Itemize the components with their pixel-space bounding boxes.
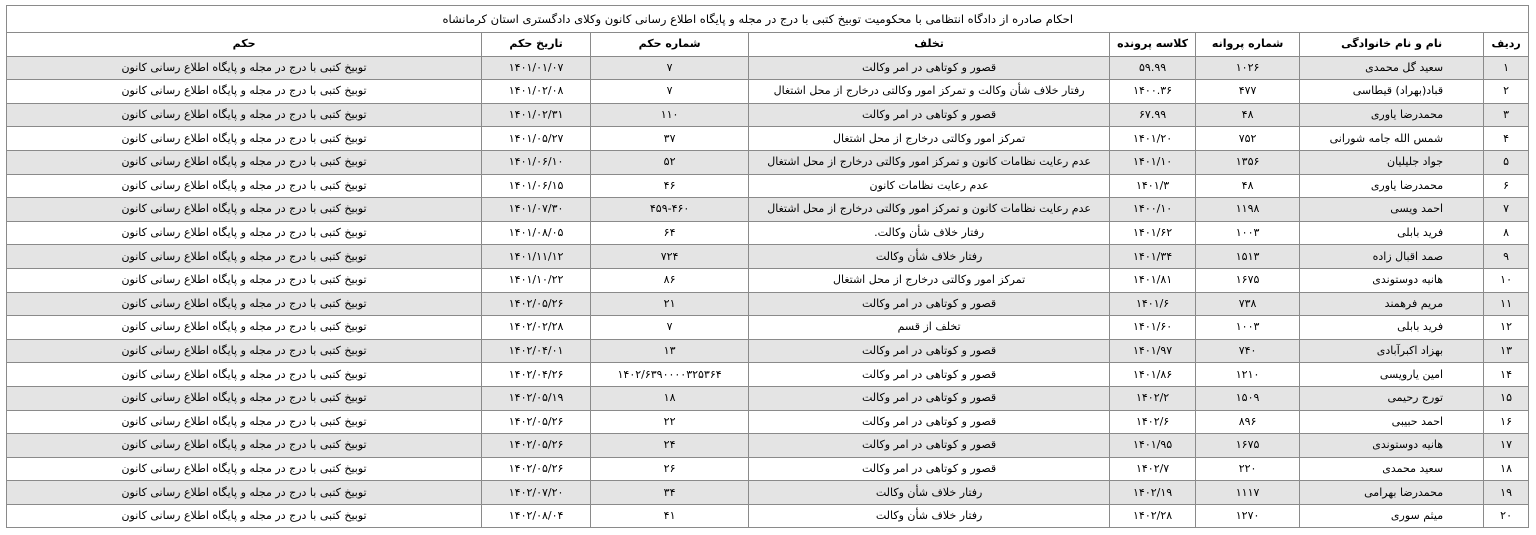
cell-ruling-date: ۱۴۰۲/۰۸/۰۴ xyxy=(482,504,591,528)
cell-full-name: محمدرضا یاوری xyxy=(1300,174,1484,198)
cell-violation: عدم رعایت نظامات کانون xyxy=(749,174,1110,198)
cell-case-number: ۱۴۰۱/۸۶ xyxy=(1110,363,1196,387)
cell-row-number: ۷ xyxy=(1484,198,1529,222)
cell-violation: قصور و کوتاهی در امر وکالت xyxy=(749,386,1110,410)
cell-license-number: ۱۵۱۳ xyxy=(1196,245,1300,269)
cell-ruling: توبیخ کتبی با درج در مجله و پایگاه اطلاع رسانی کانون xyxy=(7,150,482,174)
cell-ruling: توبیخ کتبی با درج در مجله و پایگاه اطلاع رسانی کانون xyxy=(7,80,482,104)
cell-violation: قصور و کوتاهی در امر وکالت xyxy=(749,434,1110,458)
cell-ruling-number: ۴۵۹-۴۶۰ xyxy=(591,198,749,222)
cell-ruling-number: ۱۸ xyxy=(591,386,749,410)
table-body xyxy=(7,56,1529,528)
cell-ruling: توبیخ کتبی با درج در مجله و پایگاه اطلاع رسانی کانون xyxy=(7,457,482,481)
cell-case-number: ۱۴۰۲/۱۹ xyxy=(1110,481,1196,505)
header-case-number: کلاسه پرونده xyxy=(1110,33,1196,57)
table-row xyxy=(7,363,1529,387)
cell-violation: رفتار خلاف شأن وکالت. xyxy=(749,221,1110,245)
cell-case-number: ۱۴۰۱/۱۰ xyxy=(1110,150,1196,174)
cell-full-name: هانیه دوستوندی xyxy=(1300,434,1484,458)
cell-full-name: محمدرضا یاوری xyxy=(1300,103,1484,127)
cell-license-number: ۱۲۱۰ xyxy=(1196,363,1300,387)
table-row xyxy=(7,198,1529,222)
cell-ruling-number: ۱۳ xyxy=(591,339,749,363)
table-row xyxy=(7,316,1529,340)
cell-license-number: ۷۳۸ xyxy=(1196,292,1300,316)
cell-row-number: ۸ xyxy=(1484,221,1529,245)
cell-row-number: ۲۰ xyxy=(1484,504,1529,528)
cell-ruling-date: ۱۴۰۱/۰۲/۰۸ xyxy=(482,80,591,104)
cell-ruling-number: ۸۶ xyxy=(591,268,749,292)
cell-ruling-number: ۷ xyxy=(591,80,749,104)
cell-license-number: ۱۰۲۶ xyxy=(1196,56,1300,80)
cell-ruling: توبیخ کتبی با درج در مجله و پایگاه اطلاع رسانی کانون xyxy=(7,268,482,292)
cell-ruling-date: ۱۴۰۱/۰۱/۰۷ xyxy=(482,56,591,80)
cell-case-number: ۱۴۰۲/۶ xyxy=(1110,410,1196,434)
cell-ruling: توبیخ کتبی با درج در مجله و پایگاه اطلاع رسانی کانون xyxy=(7,363,482,387)
cell-full-name: قباد(بهراد) قیطاسی xyxy=(1300,80,1484,104)
cell-case-number: ۵۹.۹۹ xyxy=(1110,56,1196,80)
cell-case-number: ۱۴۰۰/۱۰ xyxy=(1110,198,1196,222)
cell-full-name: امین یارویسی xyxy=(1300,363,1484,387)
cell-violation: قصور و کوتاهی در امر وکالت xyxy=(749,103,1110,127)
cell-ruling: توبیخ کتبی با درج در مجله و پایگاه اطلاع رسانی کانون xyxy=(7,481,482,505)
table-row xyxy=(7,127,1529,151)
cell-violation: رفتار خلاف شأن وکالت xyxy=(749,245,1110,269)
cell-full-name: جواد جلیلیان xyxy=(1300,150,1484,174)
cell-full-name: صمد اقبال زاده xyxy=(1300,245,1484,269)
table-row xyxy=(7,504,1529,528)
cell-violation: قصور و کوتاهی در امر وکالت xyxy=(749,363,1110,387)
cell-ruling: توبیخ کتبی با درج در مجله و پایگاه اطلاع رسانی کانون xyxy=(7,410,482,434)
cell-case-number: ۶۷.۹۹ xyxy=(1110,103,1196,127)
cell-license-number: ۷۵۲ xyxy=(1196,127,1300,151)
cell-full-name: فرید بابلی xyxy=(1300,316,1484,340)
cell-ruling-date: ۱۴۰۲/۰۴/۰۱ xyxy=(482,339,591,363)
cell-full-name: سعید گل محمدی xyxy=(1300,56,1484,80)
cell-row-number: ۲ xyxy=(1484,80,1529,104)
rulings-table xyxy=(6,5,1529,528)
cell-ruling-date: ۱۴۰۲/۰۷/۲۰ xyxy=(482,481,591,505)
cell-full-name: بهزاد اکبرآبادی xyxy=(1300,339,1484,363)
cell-case-number: ۱۴۰۲/۷ xyxy=(1110,457,1196,481)
cell-violation: قصور و کوتاهی در امر وکالت xyxy=(749,339,1110,363)
cell-violation: تمرکز امور وکالتی درخارج از محل اشتغال xyxy=(749,127,1110,151)
cell-row-number: ۶ xyxy=(1484,174,1529,198)
cell-row-number: ۱۲ xyxy=(1484,316,1529,340)
cell-license-number: ۱۱۹۸ xyxy=(1196,198,1300,222)
cell-ruling-date: ۱۴۰۱/۱۰/۲۲ xyxy=(482,268,591,292)
cell-case-number: ۱۴۰۲/۲ xyxy=(1110,386,1196,410)
table-row xyxy=(7,268,1529,292)
table-row xyxy=(7,339,1529,363)
cell-ruling-number: ۳۴ xyxy=(591,481,749,505)
cell-row-number: ۱۴ xyxy=(1484,363,1529,387)
cell-case-number: ۱۴۰۱/۸۱ xyxy=(1110,268,1196,292)
cell-case-number: ۱۴۰۱/۶۲ xyxy=(1110,221,1196,245)
cell-case-number: ۱۴۰۱/۹۷ xyxy=(1110,339,1196,363)
table-row xyxy=(7,150,1529,174)
cell-violation: عدم رعایت نظامات کانون و تمرکز امور وکالتی درخارج از محل اشتغال xyxy=(749,150,1110,174)
cell-case-number: ۱۴۰۱/۳۴ xyxy=(1110,245,1196,269)
cell-full-name: میثم سوری xyxy=(1300,504,1484,528)
cell-ruling: توبیخ کتبی با درج در مجله و پایگاه اطلاع رسانی کانون xyxy=(7,245,482,269)
cell-license-number: ۴۷۷ xyxy=(1196,80,1300,104)
cell-row-number: ۱ xyxy=(1484,56,1529,80)
cell-case-number: ۱۴۰۱/۶۰ xyxy=(1110,316,1196,340)
cell-ruling-number: ۷۲۴ xyxy=(591,245,749,269)
cell-license-number: ۱۶۷۵ xyxy=(1196,268,1300,292)
header-ruling-number: شماره حکم xyxy=(591,33,749,57)
cell-ruling-number: ۲۶ xyxy=(591,457,749,481)
cell-ruling-number: ۷ xyxy=(591,316,749,340)
cell-ruling-date: ۱۴۰۱/۱۱/۱۲ xyxy=(482,245,591,269)
cell-ruling-number: ۱۱۰ xyxy=(591,103,749,127)
cell-ruling: توبیخ کتبی با درج در مجله و پایگاه اطلاع رسانی کانون xyxy=(7,434,482,458)
table-row xyxy=(7,103,1529,127)
cell-ruling-number: ۲۴ xyxy=(591,434,749,458)
table-row xyxy=(7,245,1529,269)
table-row xyxy=(7,410,1529,434)
header-violation: تخلف xyxy=(749,33,1110,57)
table-row xyxy=(7,292,1529,316)
cell-row-number: ۴ xyxy=(1484,127,1529,151)
header-row-number: ردیف xyxy=(1484,33,1529,57)
cell-license-number: ۷۴۰ xyxy=(1196,339,1300,363)
cell-ruling: توبیخ کتبی با درج در مجله و پایگاه اطلاع رسانی کانون xyxy=(7,316,482,340)
cell-ruling-date: ۱۴۰۲/۰۵/۲۶ xyxy=(482,434,591,458)
cell-license-number: ۲۲۰ xyxy=(1196,457,1300,481)
cell-ruling-number: ۲۱ xyxy=(591,292,749,316)
cell-case-number: ۱۴۰۰.۳۶ xyxy=(1110,80,1196,104)
cell-license-number: ۱۰۰۳ xyxy=(1196,316,1300,340)
cell-ruling-date: ۱۴۰۲/۰۵/۲۶ xyxy=(482,457,591,481)
cell-row-number: ۱۰ xyxy=(1484,268,1529,292)
table-row xyxy=(7,457,1529,481)
cell-ruling: توبیخ کتبی با درج در مجله و پایگاه اطلاع رسانی کانون xyxy=(7,292,482,316)
cell-full-name: تورج رحیمی xyxy=(1300,386,1484,410)
cell-ruling-date: ۱۴۰۱/۰۵/۲۷ xyxy=(482,127,591,151)
cell-ruling-number: ۲۲ xyxy=(591,410,749,434)
cell-row-number: ۱۸ xyxy=(1484,457,1529,481)
cell-full-name: سعید محمدی xyxy=(1300,457,1484,481)
cell-ruling-number: ۴۱ xyxy=(591,504,749,528)
cell-row-number: ۵ xyxy=(1484,150,1529,174)
cell-ruling: توبیخ کتبی با درج در مجله و پایگاه اطلاع رسانی کانون xyxy=(7,504,482,528)
cell-violation: قصور و کوتاهی در امر وکالت xyxy=(749,56,1110,80)
cell-license-number: ۴۸ xyxy=(1196,103,1300,127)
cell-violation: قصور و کوتاهی در امر وکالت xyxy=(749,457,1110,481)
table-row xyxy=(7,434,1529,458)
cell-case-number: ۱۴۰۱/۹۵ xyxy=(1110,434,1196,458)
cell-case-number: ۱۴۰۱/۶ xyxy=(1110,292,1196,316)
cell-violation: تخلف از قسم xyxy=(749,316,1110,340)
cell-violation: رفتار خلاف شأن وکالت xyxy=(749,504,1110,528)
cell-row-number: ۱۶ xyxy=(1484,410,1529,434)
table-row xyxy=(7,481,1529,505)
cell-row-number: ۱۱ xyxy=(1484,292,1529,316)
header-ruling-date: تاریخ حکم xyxy=(482,33,591,57)
cell-ruling-number: ۴۶ xyxy=(591,174,749,198)
cell-row-number: ۱۵ xyxy=(1484,386,1529,410)
cell-full-name: مریم فرهمند xyxy=(1300,292,1484,316)
cell-license-number: ۴۸ xyxy=(1196,174,1300,198)
cell-ruling-date: ۱۴۰۱/۰۸/۰۵ xyxy=(482,221,591,245)
cell-violation: تمرکز امور وکالتی درخارج از محل اشتغال xyxy=(749,268,1110,292)
cell-license-number: ۱۶۷۵ xyxy=(1196,434,1300,458)
cell-row-number: ۳ xyxy=(1484,103,1529,127)
cell-ruling-date: ۱۴۰۲/۰۵/۲۶ xyxy=(482,410,591,434)
cell-license-number: ۱۱۱۷ xyxy=(1196,481,1300,505)
table-row xyxy=(7,386,1529,410)
cell-ruling-date: ۱۴۰۱/۰۶/۱۰ xyxy=(482,150,591,174)
cell-ruling-number: ۵۲ xyxy=(591,150,749,174)
cell-violation: رفتار خلاف شأن وکالت xyxy=(749,481,1110,505)
header-license-number: شماره پروانه xyxy=(1196,33,1300,57)
cell-ruling-date: ۱۴۰۲/۰۵/۱۹ xyxy=(482,386,591,410)
cell-ruling-date: ۱۴۰۲/۰۴/۲۶ xyxy=(482,363,591,387)
cell-full-name: فرید بابلی xyxy=(1300,221,1484,245)
cell-violation: قصور و کوتاهی در امر وکالت xyxy=(749,410,1110,434)
cell-case-number: ۱۴۰۱/۲۰ xyxy=(1110,127,1196,151)
cell-ruling-date: ۱۴۰۱/۰۶/۱۵ xyxy=(482,174,591,198)
cell-ruling: توبیخ کتبی با درج در مجله و پایگاه اطلاع رسانی کانون xyxy=(7,174,482,198)
cell-ruling: توبیخ کتبی با درج در مجله و پایگاه اطلاع رسانی کانون xyxy=(7,386,482,410)
document-table-container xyxy=(6,5,1528,528)
cell-full-name: محمدرضا بهرامی xyxy=(1300,481,1484,505)
cell-row-number: ۱۳ xyxy=(1484,339,1529,363)
cell-license-number: ۸۹۶ xyxy=(1196,410,1300,434)
cell-violation: قصور و کوتاهی در امر وکالت xyxy=(749,292,1110,316)
cell-full-name: احمد حبیبی xyxy=(1300,410,1484,434)
table-row xyxy=(7,174,1529,198)
cell-ruling-date: ۱۴۰۲/۰۵/۲۶ xyxy=(482,292,591,316)
cell-ruling-number: ۳۷ xyxy=(591,127,749,151)
cell-license-number: ۱۳۵۶ xyxy=(1196,150,1300,174)
table-row xyxy=(7,56,1529,80)
cell-ruling: توبیخ کتبی با درج در مجله و پایگاه اطلاع رسانی کانون xyxy=(7,127,482,151)
header-full-name: نام و نام خانوادگی xyxy=(1300,33,1484,57)
cell-full-name: احمد ویسی xyxy=(1300,198,1484,222)
cell-ruling: توبیخ کتبی با درج در مجله و پایگاه اطلاع رسانی کانون xyxy=(7,103,482,127)
cell-violation: رفتار خلاف شأن وکالت و تمرکز امور وکالتی درخارج از محل اشتغال xyxy=(749,80,1110,104)
cell-ruling-number: ۱۴۰۲/۶۳۹۰۰۰۰۳۲۵۳۶۴ xyxy=(591,363,749,387)
cell-license-number: ۱۰۰۳ xyxy=(1196,221,1300,245)
cell-case-number: ۱۴۰۲/۲۸ xyxy=(1110,504,1196,528)
cell-ruling: توبیخ کتبی با درج در مجله و پایگاه اطلاع رسانی کانون xyxy=(7,198,482,222)
cell-ruling-number: ۷ xyxy=(591,56,749,80)
cell-ruling-date: ۱۴۰۱/۰۲/۳۱ xyxy=(482,103,591,127)
cell-ruling: توبیخ کتبی با درج در مجله و پایگاه اطلاع رسانی کانون xyxy=(7,339,482,363)
cell-row-number: ۹ xyxy=(1484,245,1529,269)
cell-row-number: ۱۷ xyxy=(1484,434,1529,458)
cell-full-name: شمس الله جامه شورانی xyxy=(1300,127,1484,151)
header-ruling: حکم xyxy=(7,33,482,57)
cell-license-number: ۱۵۰۹ xyxy=(1196,386,1300,410)
cell-violation: عدم رعایت نظامات کانون و تمرکز امور وکالتی درخارج از محل اشتغال xyxy=(749,198,1110,222)
table-row xyxy=(7,80,1529,104)
cell-license-number: ۱۲۷۰ xyxy=(1196,504,1300,528)
cell-row-number: ۱۹ xyxy=(1484,481,1529,505)
table-title: احکام صادره از دادگاه انتظامی با محکومیت توبیخ کتبی با درج در مجله و پایگاه اطلاع رسانی کانون وکلای دادگستری استان کرمانشاه xyxy=(7,6,1529,33)
table-row xyxy=(7,221,1529,245)
cell-ruling: توبیخ کتبی با درج در مجله و پایگاه اطلاع رسانی کانون xyxy=(7,221,482,245)
cell-ruling-number: ۶۴ xyxy=(591,221,749,245)
cell-full-name: هانیه دوستوندی xyxy=(1300,268,1484,292)
cell-ruling-date: ۱۴۰۱/۰۷/۳۰ xyxy=(482,198,591,222)
header-row xyxy=(7,33,1529,57)
cell-ruling: توبیخ کتبی با درج در مجله و پایگاه اطلاع رسانی کانون xyxy=(7,56,482,80)
cell-ruling-date: ۱۴۰۲/۰۲/۲۸ xyxy=(482,316,591,340)
cell-case-number: ۱۴۰۱/۳ xyxy=(1110,174,1196,198)
